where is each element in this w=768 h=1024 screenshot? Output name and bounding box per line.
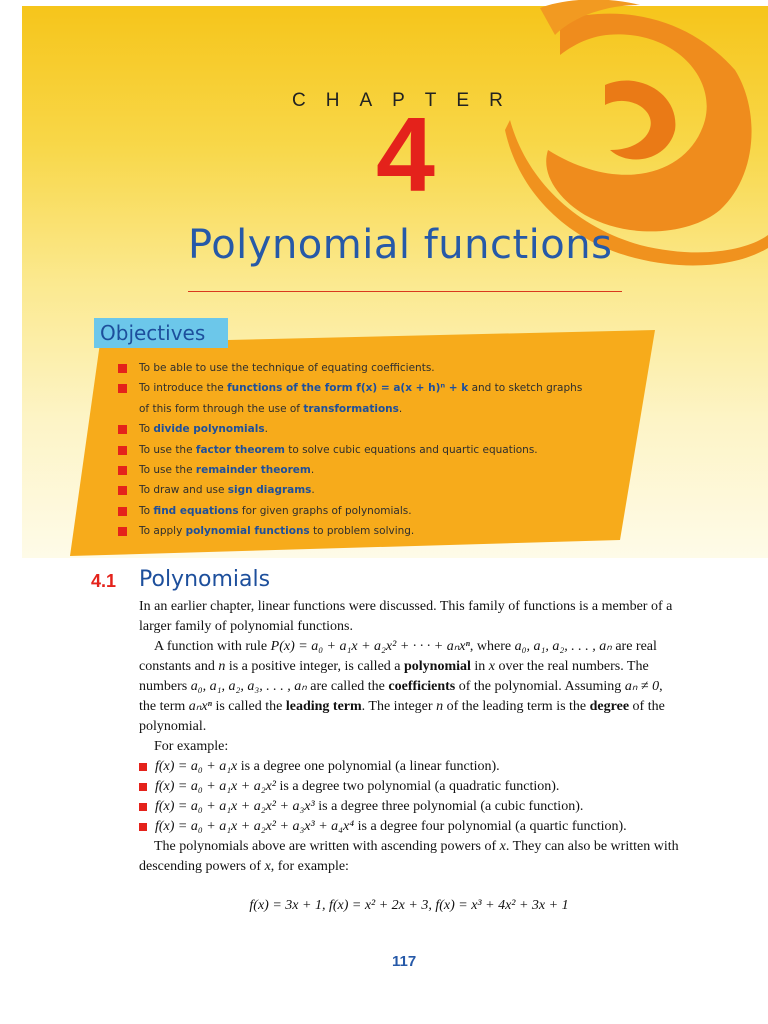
- text-run: To: [139, 423, 154, 436]
- math-expression: f(x) = a₀ + a₁x: [155, 759, 238, 774]
- text-run: , where: [469, 639, 515, 654]
- section-number: 4.1: [91, 571, 117, 591]
- bold-term: transformations: [303, 402, 399, 415]
- text-run: of the leading term is the: [443, 699, 590, 714]
- bold-term: sign diagrams: [227, 484, 312, 497]
- objective-continuation: [139, 399, 582, 419]
- math-expression: x: [499, 839, 506, 854]
- objective-item: [118, 358, 582, 378]
- example-item: [139, 757, 679, 777]
- text-run: The polynomials above are written with ascending powers of: [154, 839, 500, 854]
- body-paragraph: [139, 597, 679, 637]
- text-run: are called the: [306, 679, 389, 694]
- text-run: .: [310, 464, 315, 477]
- math-expression: a₀, a₁, a₂, a₃, . . . , aₙ: [190, 679, 307, 694]
- math-expression: a₀, a₁, a₂, . . . , aₙ: [514, 639, 612, 654]
- bold-term: divide polynomials: [153, 423, 265, 436]
- math-expression: x: [264, 859, 271, 874]
- bold-term: leading term: [285, 699, 362, 714]
- chapter-label: CHAPTER: [292, 90, 523, 111]
- example-list: [139, 757, 679, 837]
- objective-item: [118, 440, 582, 460]
- objective-item: [118, 419, 582, 439]
- text-run: To be able to use the technique of equating coefficients.: [139, 362, 435, 374]
- bold-term: factor theorem: [195, 443, 285, 456]
- text-run: in: [470, 659, 489, 674]
- body-paragraph: [139, 737, 679, 757]
- bold-term: polynomial functions: [185, 525, 310, 538]
- text-run: is called the: [211, 699, 286, 714]
- body-paragraphs: [139, 597, 679, 757]
- objectives-list: [118, 358, 582, 542]
- text-run: to solve cubic equations and quartic equations.: [284, 443, 538, 456]
- text-run: To apply: [139, 525, 186, 538]
- bullet-square-icon: [118, 384, 127, 393]
- page-number: 117: [392, 953, 417, 970]
- text-run: is a degree three polynomial (a cubic function).: [314, 799, 584, 814]
- bold-term: degree: [589, 699, 630, 714]
- text-run: of the polynomial. Assuming: [455, 679, 625, 694]
- text-run: and to sketch graphs: [468, 382, 583, 395]
- text-run: , for example:: [270, 859, 349, 874]
- math-expression: n: [436, 699, 444, 714]
- objectives-heading: Objectives: [94, 318, 228, 348]
- text-run: is a positive integer, is called a: [225, 659, 404, 674]
- display-equation: f(x) = 3x + 1, f(x) = x² + 2x + 3, f(x) = x³ + 4x² + 3x + 1: [249, 898, 569, 913]
- text-run: to problem solving.: [309, 525, 415, 538]
- example-item: [139, 797, 679, 817]
- bullet-square-icon: [118, 425, 127, 434]
- bullet-square-icon: [118, 446, 127, 455]
- text-run: For example:: [154, 739, 229, 754]
- text-run: .: [311, 484, 315, 497]
- text-run: To use the: [139, 464, 196, 477]
- bullet-square-icon: [139, 823, 147, 831]
- text-run: . The integer: [361, 699, 437, 714]
- chapter-title: Polynomial functions: [188, 222, 613, 268]
- closing-paragraph: [139, 837, 679, 877]
- bold-term: find equations: [153, 504, 239, 517]
- bullet-square-icon: [118, 507, 127, 516]
- section-body: [139, 597, 679, 916]
- text-run: To introduce the: [139, 382, 228, 395]
- bullet-square-icon: [118, 486, 127, 495]
- text-run: of this form through the use of: [139, 402, 304, 415]
- objective-item: [118, 378, 582, 419]
- bold-term: polynomial: [404, 659, 471, 674]
- text-run: To: [139, 504, 154, 517]
- text-run: is a degree one polynomial (a linear function).: [237, 759, 500, 774]
- bullet-square-icon: [118, 466, 127, 475]
- text-run: .: [398, 402, 403, 415]
- text-run: To use the: [139, 443, 196, 456]
- math-expression: f(x) = a₀ + a₁x + a₂x²: [155, 779, 276, 794]
- bold-term: remainder theorem: [195, 464, 311, 477]
- math-expression: f(x) = a₀ + a₁x + a₂x² + a₃x³: [155, 799, 315, 814]
- bullet-square-icon: [139, 783, 147, 791]
- text-run: over the real numbers. The numbers: [139, 659, 649, 694]
- bullet-square-icon: [118, 527, 127, 536]
- text-run: of the polynomial.: [139, 699, 665, 734]
- text-run: To draw and use: [139, 484, 228, 497]
- bold-term: coefficients: [388, 679, 456, 694]
- example-item: [139, 777, 679, 797]
- math-expression: f(x) = a₀ + a₁x + a₂x² + a₃x³ + a₄x⁴: [155, 819, 355, 834]
- text-run: A function with rule: [154, 639, 271, 654]
- section-title: Polynomials: [139, 567, 271, 592]
- text-run: . They can also be written with descending powers of: [139, 839, 679, 874]
- text-run: for given graphs of polynomials.: [238, 504, 412, 517]
- bold-term: functions of the form f(x) = a(x + h)ⁿ + k: [227, 382, 469, 395]
- text-run: are real constants and: [139, 639, 657, 674]
- text-run: is a degree four polynomial (a quartic function).: [354, 819, 627, 834]
- objective-item: [118, 521, 582, 541]
- objective-item: [118, 501, 582, 521]
- math-expression: x: [488, 659, 496, 674]
- bullet-square-icon: [139, 803, 147, 811]
- body-paragraph: [139, 637, 679, 737]
- text-run: is a degree two polynomial (a quadratic function).: [276, 779, 560, 794]
- bullet-square-icon: [118, 364, 127, 373]
- objective-item: [118, 460, 582, 480]
- math-expression: n: [218, 659, 226, 674]
- text-run: , the term: [139, 679, 663, 714]
- math-expression: aₙxⁿ: [188, 699, 212, 714]
- math-expression: aₙ ≠ 0: [624, 679, 660, 694]
- text-run: In an earlier chapter, linear functions were discussed. This family of functions is a member of a larger family of polynomial functions.: [139, 599, 673, 634]
- chapter-number: 4: [376, 96, 435, 214]
- math-expression: P(x) = a₀ + a₁x + a₂x² + · · · + aₙxⁿ: [270, 639, 470, 654]
- text-run: .: [264, 423, 268, 436]
- example-item: [139, 817, 679, 837]
- bullet-square-icon: [139, 763, 147, 771]
- objective-item: [118, 480, 582, 500]
